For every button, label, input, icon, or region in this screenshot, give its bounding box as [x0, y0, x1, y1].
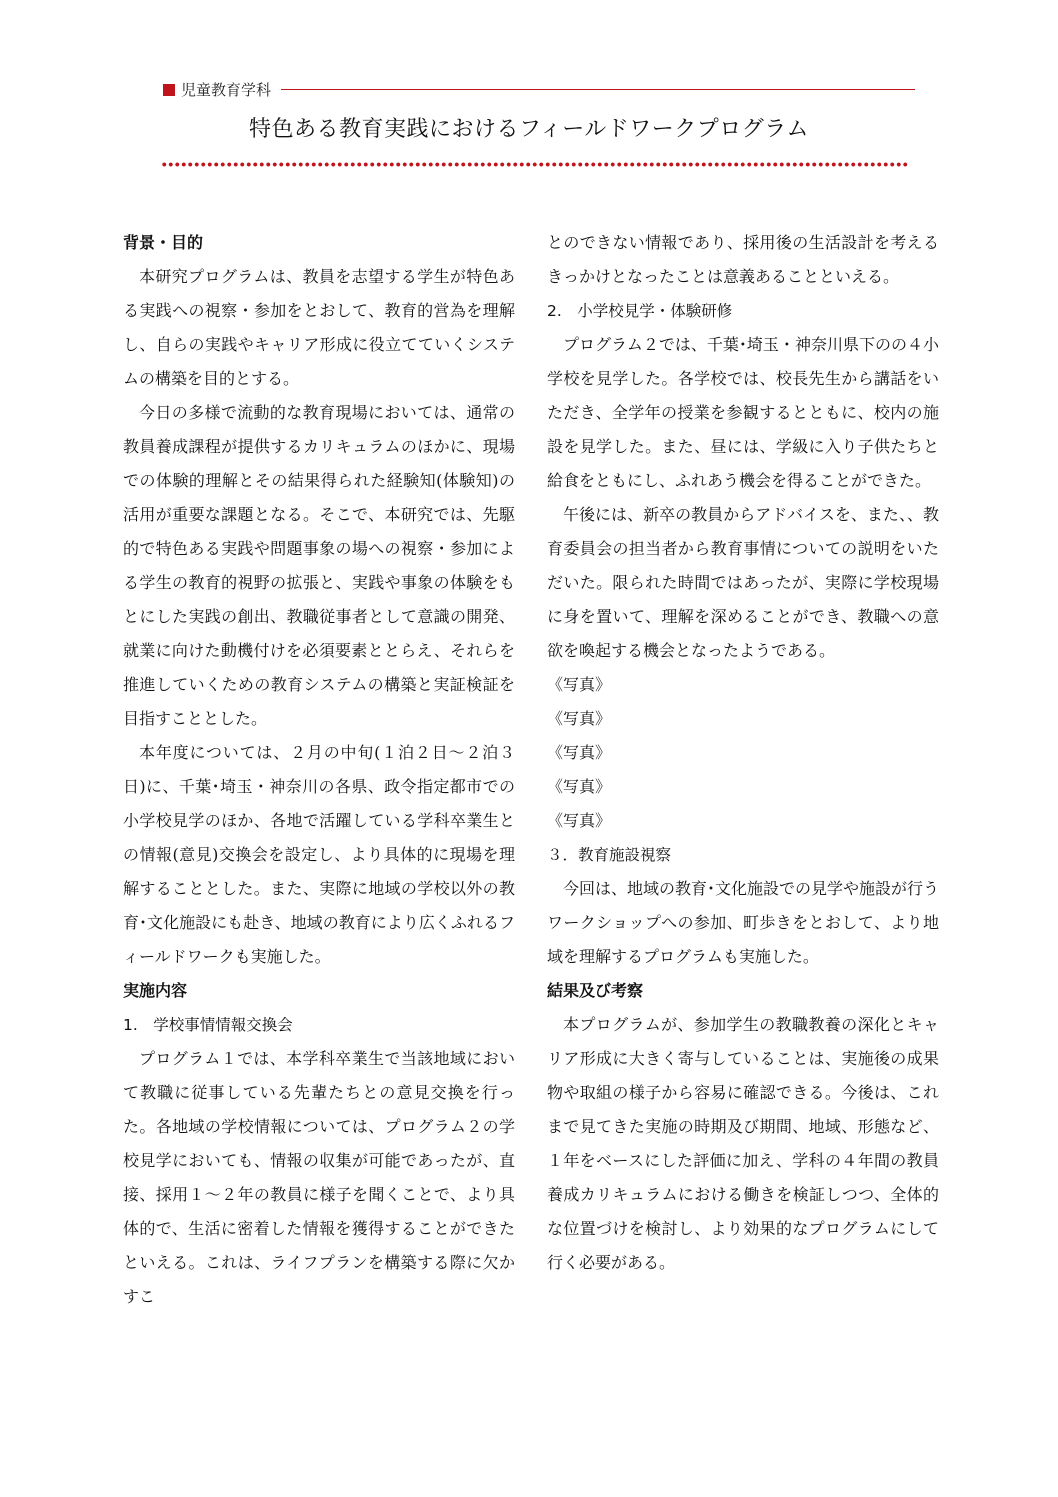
section2-paragraph-1: プログラム２では、千葉･埼玉・神奈川県下のの４小学校を見学した。各学校では、校長先生から講話をいただき、全学年の授業を参観するとともに、校内の施設を見学した。また、昼には、学級に入り子供たちと給食をともにし、ふれあう機会を得ることができた。 [547, 335, 939, 490]
department-label: 児童教育学科 [181, 81, 272, 99]
right-column [547, 226, 939, 1280]
background-paragraph-3: 本年度については、２月の中旬(１泊２日〜２泊３日)に、千葉･埼玉・神奈川の各県、政令指定都市での小学校見学のほか、各地で活躍している学科卒業生との情報(意見)交換会を設定し、より具体的に現場を理解することとした。また、実際に地域の学校以外の教育･文化施設にも赴き、地域の教育により広くふれるフィールドワークも実施した。 [123, 743, 515, 966]
section1-paragraph-continued: とのできない情報であり、採用後の生活設計を考えるきっかけとなったことは意義あることといえる。 [547, 233, 939, 286]
dotted-divider [161, 162, 909, 167]
left-column [123, 226, 515, 1314]
photo-placeholder: 《写真》 [547, 675, 612, 694]
photo-placeholder: 《写真》 [547, 743, 612, 762]
implementation-heading: 実施内容 [123, 981, 188, 1000]
background-paragraph-2: 今日の多様で流動的な教育現場においては、通常の教員養成課程が提供するカリキュラムのほかに、現場での体験的理解とその結果得られた経験知(体験知)の活用が重要な課題となる。そこで、本研究では、先駆的で特色ある実践や問題事象の場への視察・参加による学生の教育的視野の拡張と、実践や事象の体験をもとにした実践の創出、教職従事者として意識の開発、就業に向けた動機付けを必須要素ととらえ、それらを推進していくための教育システムの構築と実証検証を目指すこととした。 [123, 403, 515, 728]
department-header [163, 79, 915, 100]
results-heading: 結果及び考察 [547, 981, 644, 1000]
red-square-icon [163, 84, 175, 96]
page-title: 特色ある教育実践におけるフィールドワークプログラム [248, 117, 810, 142]
header-rule [281, 89, 915, 90]
background-paragraph-1: 本研究プログラムは、教員を志望する学生が特色ある実践への視察・参加をとおして、教育的営為を理解し、自らの実践やキャリア形成に役立てていくシステムの構築を目的とする。 [123, 267, 515, 388]
photo-placeholder: 《写真》 [547, 777, 612, 796]
section1-heading: 1. 学校事情情報交換会 [123, 1016, 293, 1034]
section2-heading: 2. 小学校見学・体験研修 [547, 302, 733, 320]
background-heading: 背景・目的 [123, 233, 204, 252]
section3-paragraph: 今回は、地域の教育･文化施設での見学や施設が行うワークショップへの参加、町歩きをとおして、より地域を理解するプログラムも実施した。 [547, 879, 940, 966]
section1-paragraph: プログラム１では、本学科卒業生で当該地域において教職に従事している先輩たちとの意見交換を行った。各地域の学校情報については、プログラム２の学校見学においても、情報の収集が可能であったが、直接、採用１〜２年の教員に様子を聞くことで、より具体的で、生活に密着した情報を獲得することができたといえる。これは、ライフプランを構築する際に欠かすこ [123, 1049, 515, 1306]
section3-heading: ３．教育施設視察 [547, 846, 672, 864]
results-paragraph: 本プログラムが、参加学生の教職教養の深化とキャリア形成に大きく寄与していることは、実施後の成果物や取組の様子から容易に確認できる。今後は、これまで見てきた実施の時期及び期間、地域、形態など、１年をベースにした評価に加え、学科の４年間の教員養成カリキュラムにおける働きを検証しつつ、全体的な位置づけを検討し、より効果的なプログラムにして行く必要がある。 [547, 1015, 939, 1272]
photo-placeholder: 《写真》 [547, 811, 612, 830]
section2-paragraph-2: 午後には、新卒の教員からアドバイスを、また、、教育委員会の担当者から教育事情についての説明をいただいた。限られた時間ではあったが、実際に学校現場に身を置いて、理解を深めることができ、教職への意欲を喚起する機会となったようである。 [547, 505, 939, 660]
photo-placeholder: 《写真》 [547, 709, 612, 728]
